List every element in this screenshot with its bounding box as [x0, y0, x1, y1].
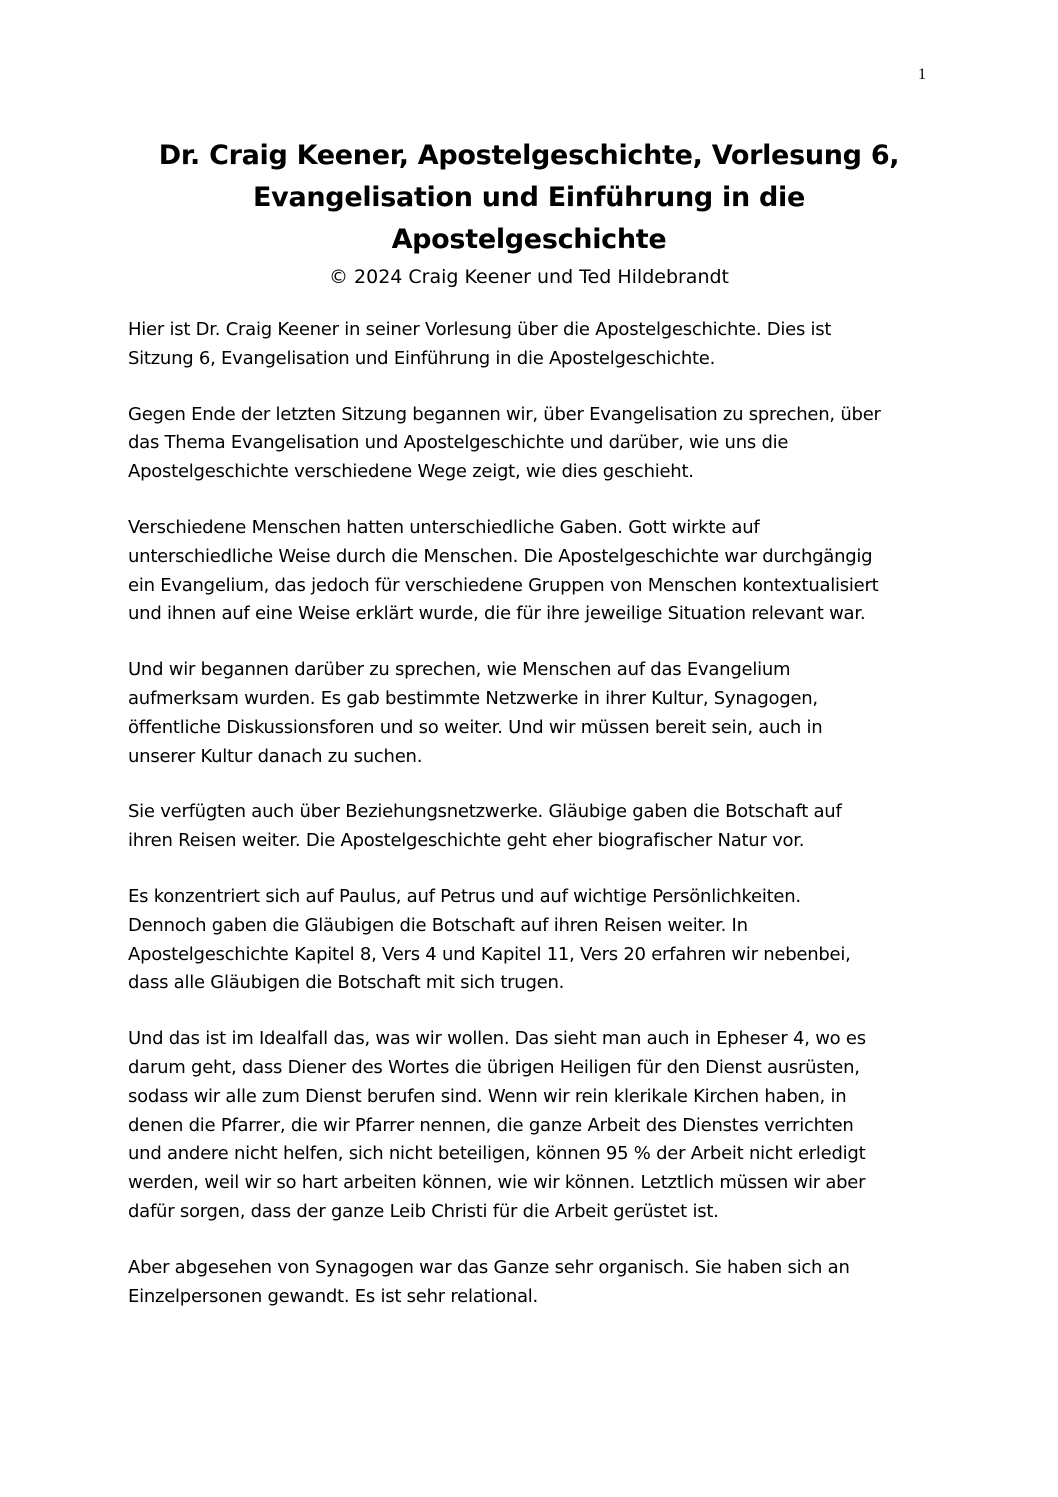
paragraph-line: Verschiedene Menschen hatten unterschiedliche Gaben. Gott wirkte auf — [128, 516, 760, 538]
paragraph-line: und andere nicht helfen, sich nicht beteiligen, können 95 % der Arbeit nicht erledigt — [128, 1143, 866, 1165]
paragraph-line: sodass wir alle zum Dienst berufen sind. Wenn wir rein klerikale Kirchen haben, in — [128, 1085, 847, 1107]
paragraph-line: Sie verfügten auch über Beziehungsnetzwerke. Gläubige gaben die Botschaft auf — [128, 801, 842, 823]
paragraph — [128, 656, 936, 771]
paragraph — [128, 1025, 936, 1227]
paragraph-line: das Thema Evangelisation und Apostelgeschichte und darüber, wie uns die — [128, 432, 789, 454]
paragraph-line: Gegen Ende der letzten Sitzung begannen wir, über Evangelisation zu sprechen, über — [128, 403, 881, 425]
paragraph — [128, 883, 936, 998]
paragraph — [128, 316, 936, 374]
paragraph-line: dafür sorgen, dass der ganze Leib Christi für die Arbeit gerüstet ist. — [128, 1200, 719, 1222]
paragraph-line: Es konzentriert sich auf Paulus, auf Petrus und auf wichtige Persönlichkeiten. — [128, 885, 801, 907]
document-header — [100, 135, 958, 291]
paragraph-line: dass alle Gläubigen die Botschaft mit sich trugen. — [128, 972, 565, 994]
document-title-line-1: Dr. Craig Keener, Apostelgeschichte, Vorlesung 6, — [158, 140, 900, 171]
paragraph — [128, 1254, 936, 1312]
paragraph-line: Und wir begannen darüber zu sprechen, wie Menschen auf das Evangelium — [128, 659, 791, 681]
paragraph — [128, 514, 936, 629]
paragraph-line: werden, weil wir so hart arbeiten können, wie wir können. Letztlich müssen wir aber — [128, 1172, 866, 1194]
paragraph-line: Aber abgesehen von Synagogen war das Ganze sehr organisch. Sie haben sich an — [128, 1256, 850, 1278]
paragraph-line: öffentliche Diskussionsforen und so weiter. Und wir müssen bereit sein, auch in — [128, 716, 823, 738]
copyright-line: © 2024 Craig Keener und Ted Hildebrandt — [328, 266, 730, 288]
paragraph-line: Und das ist im Idealfall das, was wir wollen. Das sieht man auch in Epheser 4, wo es — [128, 1028, 866, 1050]
page-number: 1 — [918, 66, 926, 83]
paragraph-line: Apostelgeschichte Kapitel 8, Vers 4 und Kapitel 11, Vers 20 erfahren wir nebenbei, — [128, 943, 851, 965]
paragraph-line: und ihnen auf eine Weise erklärt wurde, die für ihre jeweilige Situation relevant war. — [128, 603, 866, 625]
document-body — [128, 316, 936, 1338]
document-title-line-3: Apostelgeschichte — [391, 224, 667, 255]
document-title-line-2: Evangelisation und Einführung in die — [253, 182, 805, 213]
paragraph-line: unterschiedliche Weise durch die Menschen. Die Apostelgeschichte war durchgängig — [128, 545, 873, 567]
paragraph-line: ein Evangelium, das jedoch für verschiedene Gruppen von Menschen kontextualisiert — [128, 574, 879, 596]
paragraph-line: Sitzung 6, Evangelisation und Einführung in die Apostelgeschichte. — [128, 347, 716, 369]
paragraph-line: unserer Kultur danach zu suchen. — [128, 745, 423, 767]
paragraph-line: Dennoch gaben die Gläubigen die Botschaft auf ihren Reisen weiter. In — [128, 914, 748, 936]
paragraph-line: aufmerksam wurden. Es gab bestimmte Netzwerke in ihrer Kultur, Synagogen, — [128, 687, 818, 709]
paragraph-line: Hier ist Dr. Craig Keener in seiner Vorlesung über die Apostelgeschichte. Dies ist — [128, 319, 832, 340]
paragraph-line: ihren Reisen weiter. Die Apostelgeschichte geht eher biografischer Natur vor. — [128, 830, 805, 852]
paragraph-line: Apostelgeschichte verschiedene Wege zeigt, wie dies geschieht. — [128, 461, 694, 483]
paragraph-line: darum geht, dass Diener des Wortes die übrigen Heiligen für den Dienst ausrüsten, — [128, 1056, 860, 1078]
paragraph — [128, 798, 936, 856]
paragraph — [128, 401, 936, 487]
paragraph-line: Einzelpersonen gewandt. Es ist sehr relational. — [128, 1285, 539, 1307]
paragraph-line: denen die Pfarrer, die wir Pfarrer nennen, die ganze Arbeit des Dienstes verrichten — [128, 1114, 854, 1136]
